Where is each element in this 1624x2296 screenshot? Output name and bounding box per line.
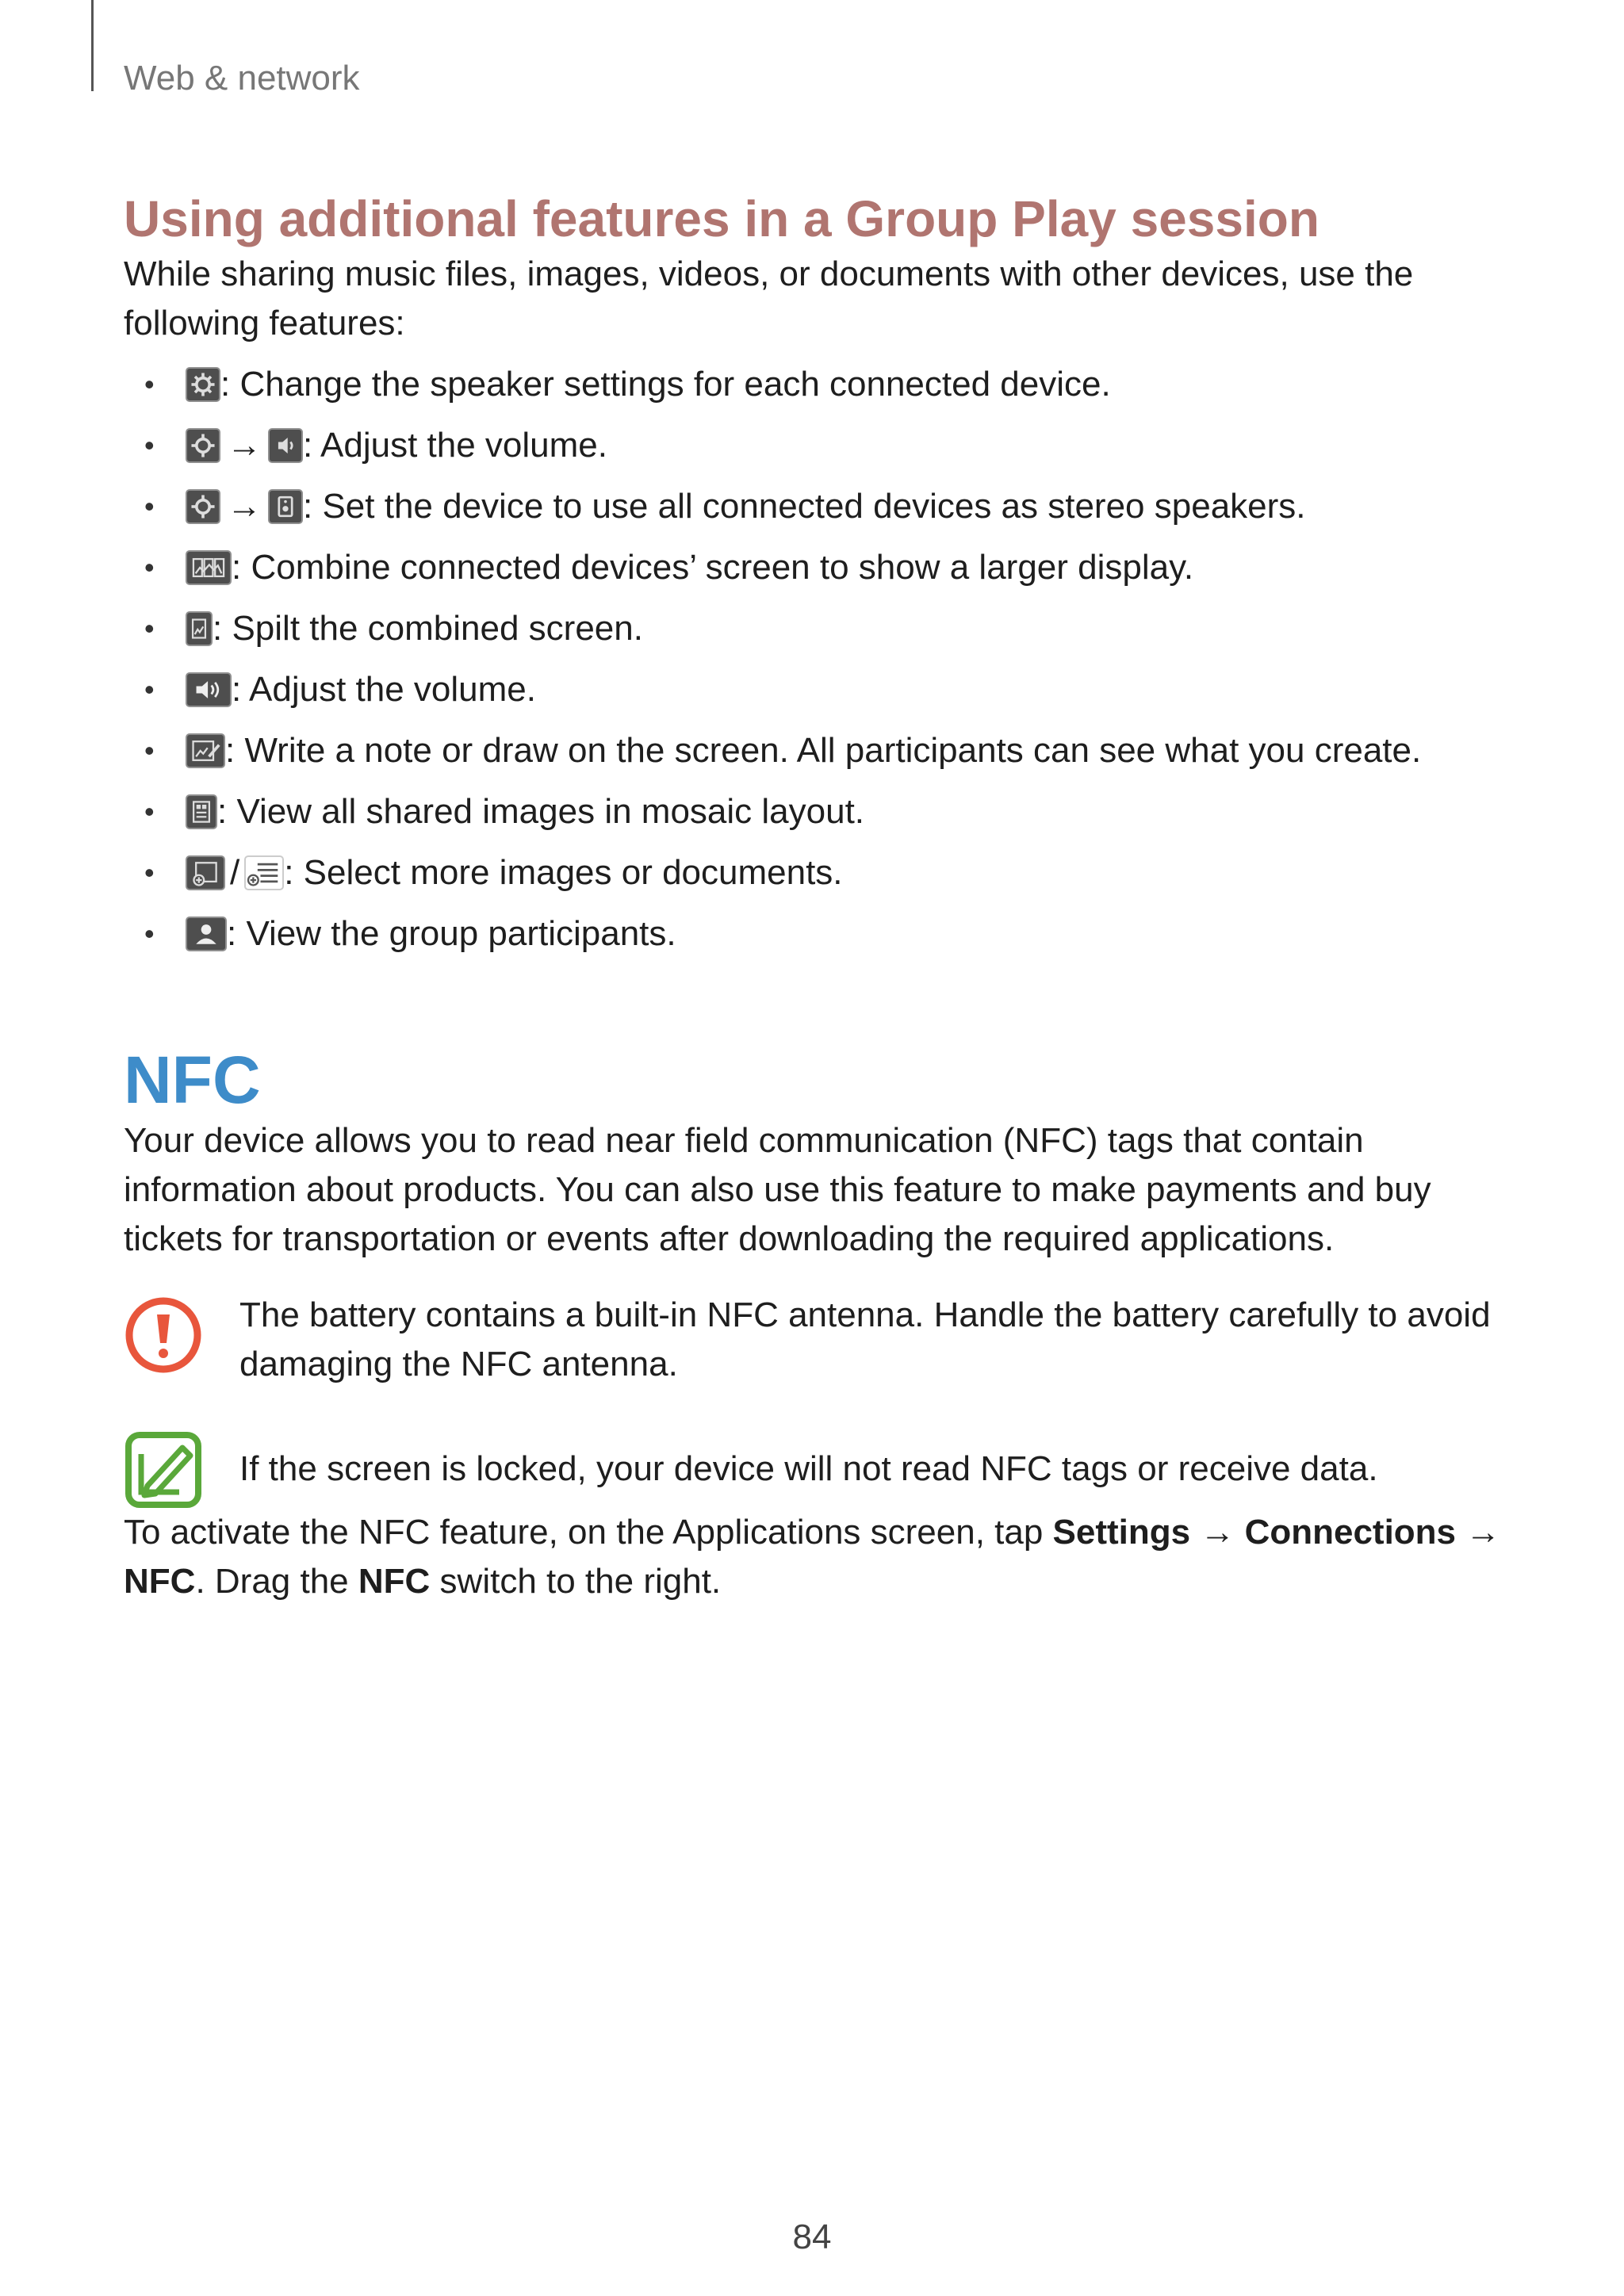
group-play-title: Using additional features in a Group Play session xyxy=(124,190,1320,247)
list-item xyxy=(124,484,1503,529)
arrow-separator: → xyxy=(227,486,262,526)
list-item xyxy=(124,423,1503,468)
section-header: Web & network xyxy=(124,59,360,98)
arrow-separator: → xyxy=(227,425,262,465)
gear-icon xyxy=(186,367,220,402)
gear-icon xyxy=(186,428,220,463)
feature-list xyxy=(124,362,1503,956)
draw-note-icon xyxy=(186,733,225,768)
list-item xyxy=(124,362,1503,407)
list-item-text: : Select more images or documents. xyxy=(284,852,843,892)
list-item-text: : Write a note or draw on the screen. All participants can see what you create. xyxy=(225,730,1422,770)
list-item-text: : View the group participants. xyxy=(227,913,676,953)
list-item xyxy=(124,790,1503,834)
combine-screens-icon xyxy=(186,550,232,585)
connections-menu-ref: Connections xyxy=(1244,1513,1457,1552)
settings-menu-ref: Settings xyxy=(1052,1513,1191,1552)
list-item xyxy=(124,607,1503,651)
nfc-menu-ref: NFC xyxy=(124,1562,196,1601)
page-content xyxy=(124,189,1503,1606)
volume-icon xyxy=(186,672,232,707)
list-item xyxy=(124,729,1503,773)
list-item-text: : Combine connected devices’ screen to show a larger display. xyxy=(232,547,1194,587)
activate-text: switch to the right. xyxy=(430,1562,722,1601)
caution-note xyxy=(124,1291,1503,1389)
list-item-text: : Adjust the volume. xyxy=(232,669,536,709)
list-item-text: : Spilt the combined screen. xyxy=(213,608,643,648)
split-screen-icon xyxy=(186,611,213,646)
list-item-text: : Change the speaker settings for each connected device. xyxy=(220,364,1111,404)
group-play-intro: While sharing music files, images, videos, or documents with other devices, use the following features: xyxy=(124,254,1414,342)
list-item-text: : View all shared images in mosaic layout. xyxy=(217,791,865,831)
activate-text: To activate the NFC feature, on the Applications screen, tap xyxy=(124,1513,1053,1552)
list-item-text: : Adjust the volume. xyxy=(303,425,607,465)
header-rule xyxy=(91,0,94,91)
tip-text: If the screen is locked, your device will not read NFC tags or receive data. xyxy=(239,1449,1378,1489)
activate-text: . Drag the xyxy=(195,1562,358,1601)
page-number: 84 xyxy=(792,2218,832,2256)
participants-icon xyxy=(186,916,227,951)
mosaic-layout-icon xyxy=(186,794,217,829)
add-image-icon xyxy=(186,855,225,890)
nfc-activate-instructions xyxy=(124,1508,1503,1606)
list-item xyxy=(124,912,1503,956)
tip-note xyxy=(124,1425,1503,1508)
nfc-switch-ref: NFC xyxy=(358,1562,431,1601)
slash-separator: / xyxy=(230,852,240,892)
add-document-icon xyxy=(244,855,284,890)
nfc-title: NFC xyxy=(124,1042,261,1117)
volume-small-icon xyxy=(268,428,303,463)
list-item xyxy=(124,668,1503,712)
list-item xyxy=(124,851,1503,895)
arrow-separator: → xyxy=(1456,1513,1501,1552)
note-pencil-icon xyxy=(124,1430,203,1510)
nfc-intro: Your device allows you to read near field communication (NFC) tags that contain information about products. You can also use this feature to make payments and buy tickets for transportation or events after downloading the required applications. xyxy=(124,1121,1431,1259)
caution-icon xyxy=(124,1295,203,1375)
stereo-speaker-icon xyxy=(268,489,303,524)
list-item-text: : Set the device to use all connected devices as stereo speakers. xyxy=(303,486,1306,526)
caution-text: The battery contains a built-in NFC antenna. Handle the battery carefully to avoid damaging the NFC antenna. xyxy=(239,1295,1491,1384)
arrow-separator: → xyxy=(1190,1513,1245,1552)
list-item xyxy=(124,545,1503,590)
gear-icon xyxy=(186,489,220,524)
